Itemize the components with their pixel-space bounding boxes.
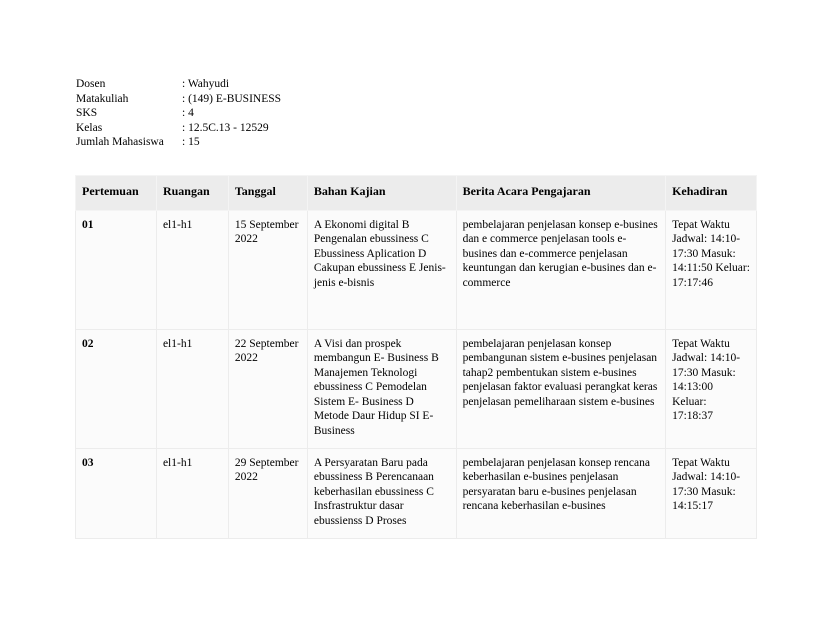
header-ruangan: Ruangan: [156, 176, 228, 211]
cell-kehadiran: Tepat Waktu Jadwal: 14:10-17:30 Masuk: 14:15:17: [666, 448, 757, 538]
table-row: [76, 210, 757, 329]
cell-berita-acara: pembelajaran penjelasan konsep e-busines dan e commerce penjelasan tools e-busines dan e-commerce penjelasan keuntungan dan kerugian e-busines dan e-commerce: [456, 210, 666, 329]
info-row-kelas: [76, 121, 281, 136]
cell-berita-acara: pembelajaran penjelasan konsep rencana keberhasilan e-busines penjelasan persyaratan baru e-busines penjelasan rencana keberhasilan e-busines: [456, 448, 666, 538]
cell-ruangan: el1-h1: [156, 329, 228, 448]
info-row-matakuliah: [76, 92, 281, 107]
attendance-table: [75, 175, 757, 539]
cell-pertemuan: 03: [76, 448, 157, 538]
cell-bahan-kajian: A Ekonomi digital B Pengenalan ebussiness C Ebussiness Aplication D Cakupan ebussiness E Jenis-jenis e-bisnis: [307, 210, 456, 329]
cell-kehadiran: Tepat Waktu Jadwal: 14:10-17:30 Masuk: 14:11:50 Keluar: 17:17:46: [666, 210, 757, 329]
info-row-jumlah: [76, 135, 281, 150]
header-bahan-kajian: Bahan Kajian: [307, 176, 456, 211]
info-label: Dosen: [76, 78, 106, 90]
info-value: : 15: [182, 136, 200, 148]
cell-tanggal: 29 September 2022: [228, 448, 307, 538]
info-label: Jumlah Mahasiswa: [76, 136, 164, 148]
table-row: [76, 329, 757, 448]
cell-berita-acara: pembelajaran penjelasan konsep pembangunan sistem e-busines penjelasan tahap2 pembentukan sistem e-busines penjelasan faktor evaluasi perangkat keras penjelasan pemeliharaan sistem e-busines: [456, 329, 666, 448]
header-tanggal: Tanggal: [228, 176, 307, 211]
cell-tanggal: 22 September 2022: [228, 329, 307, 448]
cell-pertemuan: 01: [76, 210, 157, 329]
cell-bahan-kajian: A Persyaratan Baru pada ebussiness B Perencanaan keberhasilan ebussiness C Insfrastruktur dasar ebussienss D Proses: [307, 448, 456, 538]
header-pertemuan: Pertemuan: [76, 176, 157, 211]
course-info: [76, 77, 281, 150]
info-label: SKS: [76, 107, 98, 119]
cell-pertemuan: 02: [76, 329, 157, 448]
table-header-row: [76, 176, 757, 211]
table-row: [76, 448, 757, 538]
cell-ruangan: el1-h1: [156, 210, 228, 329]
info-label: Kelas: [76, 121, 103, 134]
cell-kehadiran: Tepat Waktu Jadwal: 14:10-17:30 Masuk: 14:13:00 Keluar: 17:18:37: [666, 329, 757, 448]
cell-bahan-kajian: A Visi dan prospek membangun E- Business B Manajemen Teknologi ebussiness C Pemodelan Sistem E- Business D Metode Daur Hidup SI E-Business: [307, 329, 456, 448]
cell-ruangan: el1-h1: [156, 448, 228, 538]
info-row-dosen: [76, 77, 281, 92]
info-value: : Wahyudi: [182, 78, 230, 90]
info-value: : 12.5C.13 - 12529: [182, 121, 269, 134]
cell-tanggal: 15 September 2022: [228, 210, 307, 329]
header-berita-acara: Berita Acara Pengajaran: [456, 176, 666, 211]
info-value: : 4: [182, 107, 194, 119]
info-value: : (149) E-BUSINESS: [182, 92, 282, 105]
info-label: Matakuliah: [76, 92, 129, 105]
info-row-sks: [76, 106, 281, 121]
header-kehadiran: Kehadiran: [666, 176, 757, 211]
